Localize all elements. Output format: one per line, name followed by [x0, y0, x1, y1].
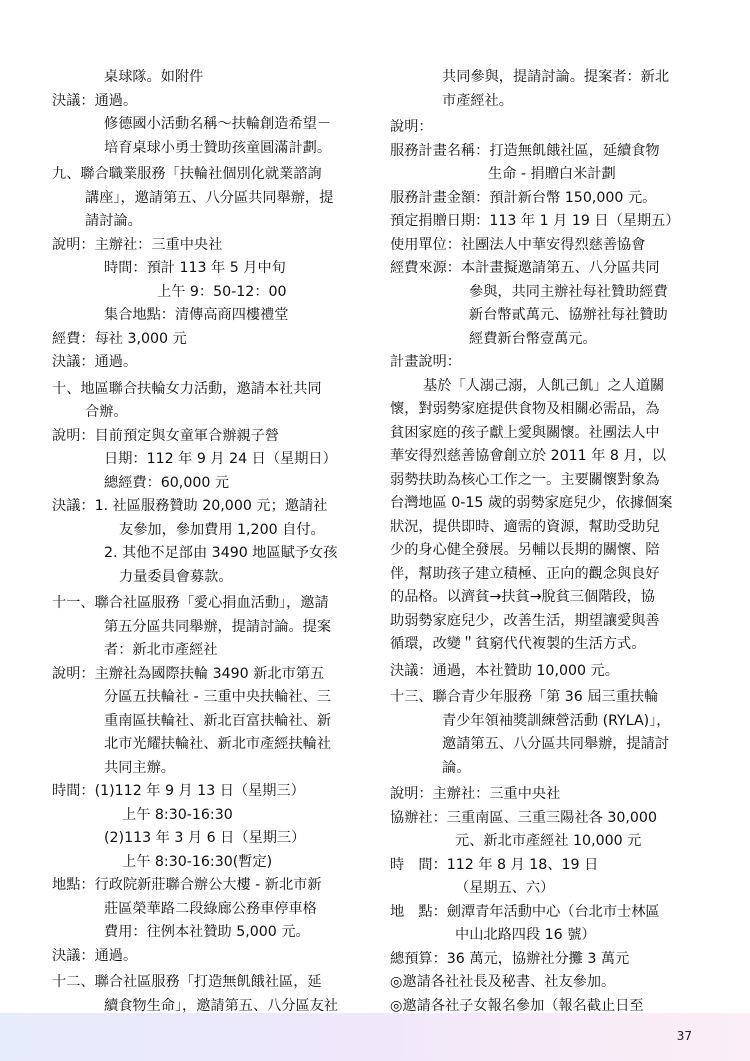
- left-column: [52, 66, 374, 1018]
- text-line: 說明：目前預定與女童軍合辦親子營: [52, 427, 280, 444]
- text-line: （星期五、六）: [455, 880, 555, 896]
- text-line: ◎邀請各社子女報名參加（報名截止日至: [390, 997, 644, 1014]
- text-line: 決議：通過。: [52, 947, 138, 964]
- text-line: 台灣地區 0-15 歲的弱勢家庭兒少，依據個案: [390, 495, 673, 511]
- text-line: 上午 8:30-16:30: [122, 806, 233, 823]
- text-line: 使用單位：社團法人中華安得烈慈善協會: [390, 236, 646, 253]
- text-line: 桌球隊。如附件: [104, 69, 204, 85]
- text-line: 新台幣貳萬元、協辦社每社贊助: [469, 307, 668, 323]
- text-line: 修德國小活動名稱～扶輪創造希望－: [104, 116, 332, 132]
- text-line: 服務計畫金額：預計新台幣 150,000 元。: [390, 189, 657, 206]
- text-line: 說明：主辦社：三重中央社: [52, 236, 223, 253]
- text-line: 合辦。: [85, 404, 128, 420]
- text-line: 十三、聯合青少年服務「第 36 屆三重扶輪: [390, 689, 659, 705]
- text-line: 參與，共同主辦社每社贊助經費: [469, 283, 668, 300]
- text-line: 決議：通過。: [52, 354, 138, 370]
- text-line: 循環，改變＂貧窮代代複製的生活方式。: [390, 636, 646, 652]
- text-line: 服務計畫名稱：打造無飢餓社區，延續食物: [390, 142, 660, 159]
- text-line: 十、地區聯合扶輪女力活動，邀請本社共同: [52, 380, 322, 397]
- text-line: 經費來源：本計畫擬邀請第五、八分區共同: [390, 260, 660, 276]
- text-line: 講座」，邀請第五、八分區共同舉辦，提: [85, 189, 334, 206]
- text-line: 上午 9：50-12：00: [157, 283, 287, 300]
- text-line: 伴，幫助孩子建立積極、正向的觀念與良好: [390, 565, 660, 582]
- text-line: 決議：通過。: [52, 92, 138, 109]
- text-line: 狀況，提供即時、適需的資源，幫助受助兒: [390, 518, 660, 535]
- text-line: 說明：主辦社為國際扶輪 3490 新北市第五: [52, 665, 325, 682]
- text-line: 地 點：劍潭青年活動中心（台北市士林區: [390, 903, 660, 920]
- text-line: 弱勢扶助為核心工作之一。主要關懷對象為: [390, 471, 660, 488]
- text-line: (2)113 年 3 月 6 日（星期三）: [104, 830, 306, 846]
- text-line: 者：新北市產經社: [104, 642, 218, 658]
- text-line: 說明：: [390, 119, 433, 135]
- text-line: 決議：通過，本社贊助 10,000 元。: [390, 662, 619, 679]
- footer-band: [0, 1013, 750, 1061]
- text-line: 第五分區共同舉辦，提請討論。提案: [104, 618, 332, 635]
- text-line: 九、聯合職業服務「扶輪社個別化就業諮詢: [52, 166, 322, 182]
- text-line: 的品格。以濟貧→扶貧→脫貧三個階段，協: [390, 589, 655, 605]
- text-line: 友參加，參加費用 1,200 自付。: [119, 521, 325, 538]
- text-line: 預定捐贈日期：113 年 1 月 19 日（星期五）: [390, 213, 680, 229]
- text-line: 華安得烈慈善協會創立於 2011 年 8 月，以: [390, 448, 666, 464]
- text-line: 費用：往例本社贊助 5,000 元。: [104, 924, 310, 940]
- text-line: 日期：112 年 9 月 24 日（星期日）: [104, 451, 337, 467]
- text-line: 元、新北市產經社 10,000 元: [455, 833, 642, 849]
- text-line: 懷，對弱勢家庭提供食物及相關必需品，為: [390, 401, 660, 417]
- text-line: 中山北路四段 16 號）: [455, 927, 596, 943]
- text-line: 請討論。: [85, 213, 142, 229]
- text-line: 貧困家庭的孩子獻上愛與關懷。社團法人中: [390, 424, 660, 441]
- text-line: 市產經社。: [442, 92, 513, 109]
- text-line: 共同主辦。: [104, 759, 175, 776]
- text-line: 集合地點：清傳高商四樓禮堂: [104, 307, 289, 323]
- text-line: 北市光耀扶輪社、新北市產經扶輪社: [104, 736, 332, 752]
- text-line: 經費新台幣壹萬元。: [469, 330, 597, 347]
- text-line: 助弱勢家庭兒少，改善生活，期望讓愛與善: [390, 612, 660, 629]
- text-line: 續食物生命」，邀請第五、八分區友社: [104, 997, 339, 1014]
- text-line: 培育桌球小勇士贊助孩童圓滿計劃。: [104, 139, 332, 156]
- text-line: 分區五扶輪社 - 三重中央扶輪社、三: [104, 689, 331, 705]
- text-line: 決議：1. 社區服務贊助 20,000 元；邀請社: [52, 498, 328, 514]
- text-line: 少的身心健全發展。另輔以長期的關懷、陪: [390, 542, 660, 558]
- text-line: 說明：主辦社：三重中央社: [390, 786, 561, 802]
- text-line: 時 間：112 年 8 月 18、19 日: [390, 856, 599, 873]
- text-line: 十一、聯合社區服務「愛心捐血活動」，邀請: [52, 595, 329, 611]
- text-line: 莊區榮華路二段綠廊公務車停車格: [104, 900, 317, 917]
- text-line: 共同參與，提請討論。提案者：新北: [442, 69, 670, 85]
- text-line: 計畫說明：: [390, 354, 461, 370]
- text-line: 邀請第五、八分區共同舉辦，提請討: [442, 736, 670, 752]
- page-number: 37: [676, 1029, 692, 1043]
- text-line: 論。: [442, 759, 471, 776]
- text-line: 總經費：60,000 元: [104, 474, 230, 491]
- text-line: 協辦社：三重南區、三重三陽社各 30,000: [390, 809, 657, 826]
- text-line: 經費：每社 3,000 元: [52, 330, 187, 347]
- text-line: 力量委員會募款。: [119, 568, 233, 585]
- text-line: 青少年領袖獎訓練營活動 (RYLA)」，: [442, 712, 671, 729]
- text-line: 總預算：36 萬元，協辦社分攤 3 萬元: [390, 950, 630, 967]
- text-line: 地點：行政院新莊聯合辦公大樓 - 新北市新: [52, 877, 322, 893]
- text-line: 時間：(1)112 年 9 月 13 日（星期三）: [52, 783, 305, 799]
- text-line: 重南區扶輪社、新北百富扶輪社、新: [104, 712, 332, 729]
- text-line: 上午 8:30-16:30(暫定): [122, 853, 273, 870]
- right-column: [390, 66, 702, 1018]
- text-line: 2. 其他不足部由 3490 地區賦予女孩: [104, 545, 338, 561]
- text-line: 十二、聯合社區服務「打造無飢餓社區，延: [52, 974, 322, 990]
- text-line: 生命 - 捐贈白米計劃: [488, 166, 616, 182]
- text-line: 基於「人溺己溺，人飢己飢」之人道關: [423, 377, 665, 394]
- text-line: ◎邀請各社社長及秘書、社友參加。: [390, 974, 616, 990]
- text-line: 時間：預計 113 年 5 月中旬: [104, 260, 286, 276]
